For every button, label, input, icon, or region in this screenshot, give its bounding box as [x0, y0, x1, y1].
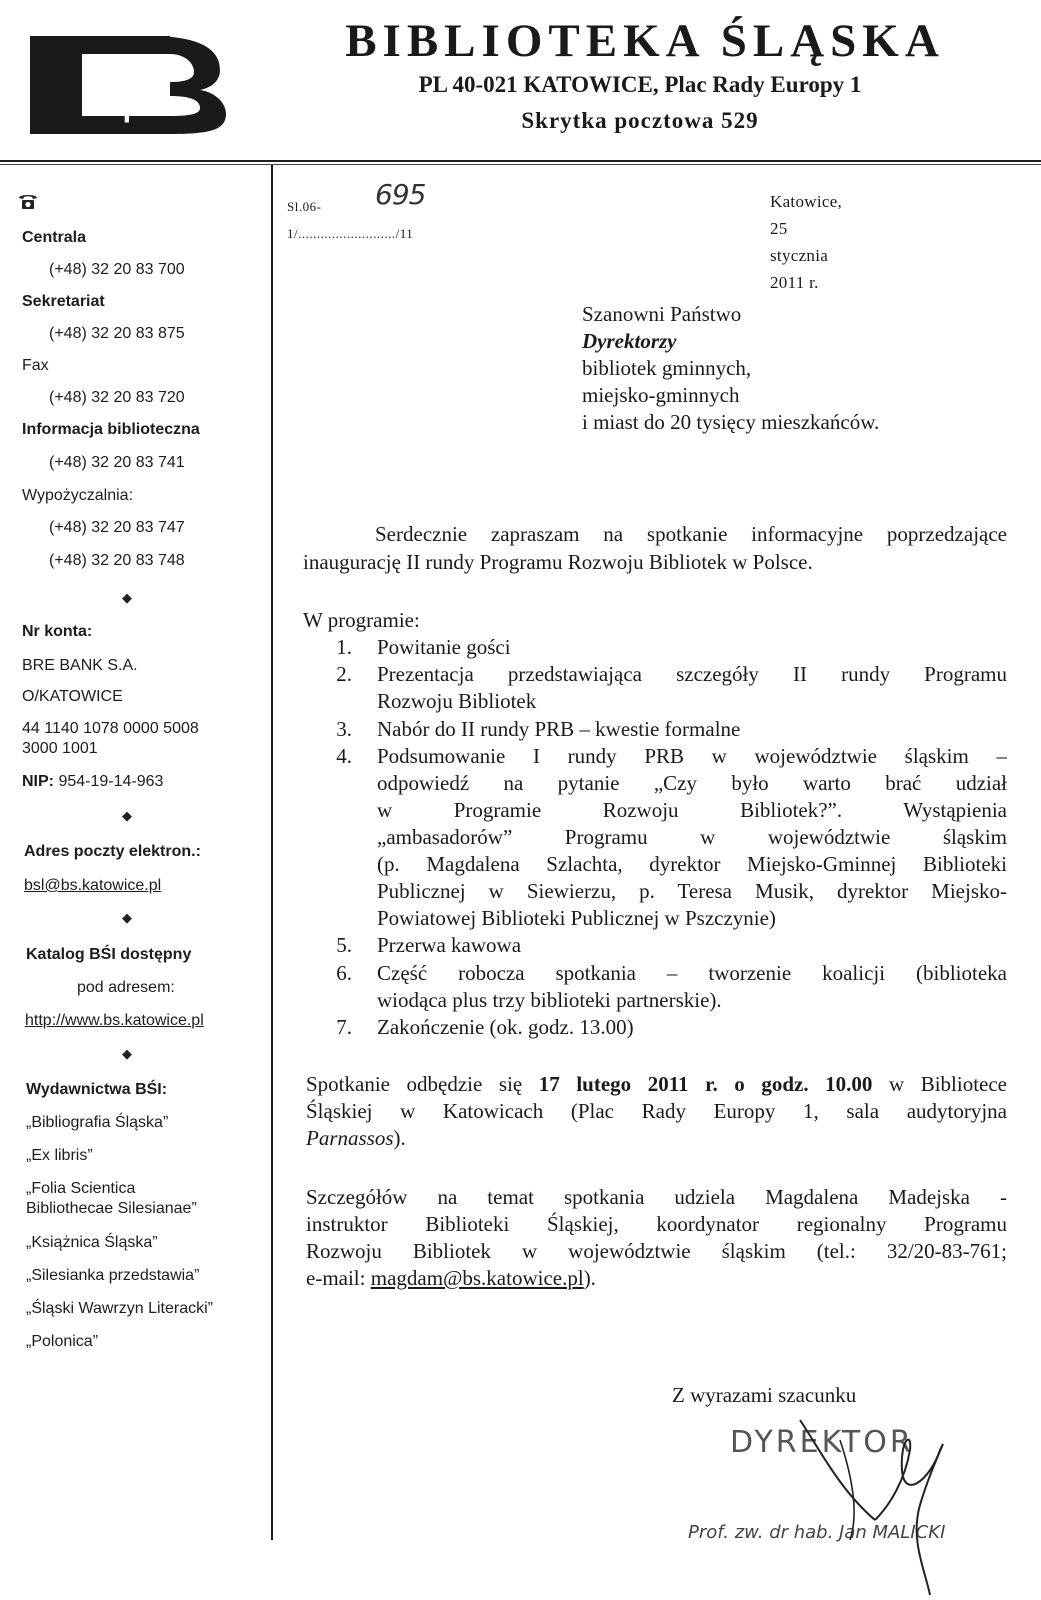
catalog-label: Katalog BŚI dostępny: [26, 946, 192, 963]
recipient-title: Dyrektorzy: [582, 329, 677, 353]
program-item-number: 6.: [336, 961, 352, 985]
program-item: Nabór do II rundy PRB – kwestie formalne: [377, 717, 741, 741]
header-rule: [0, 160, 1041, 162]
details-paragraph-end: e-mail: magdam@bs.katowice.pl).: [306, 1266, 596, 1290]
reference-handwritten-number: 695: [375, 178, 426, 211]
director-stamp: DYREKTOR: [730, 1425, 914, 1460]
program-item-number: 7.: [336, 1015, 352, 1039]
program-item-cont: Publicznej w Siewierzu, p. Teresa Musik, dyrektor Miejsko-: [377, 879, 1007, 903]
handwritten-signature: [780, 1410, 970, 1600]
nip-label: NIP:: [22, 773, 54, 790]
meeting-paragraph-cont: Śląskiej w Katowicach (Plac Rady Europy 1, sala audytoryjna: [306, 1099, 1007, 1123]
details-paragraph-cont: instruktor Biblioteki Śląskiej, koordynator regionalny Programu: [306, 1212, 1007, 1236]
nip: [22, 772, 163, 792]
program-item: Przerwa kawowa: [377, 933, 522, 957]
contact-number-wypozyczalnia-2: (+48) 32 20 83 748: [49, 552, 185, 569]
nip-value: 954-19-14-963: [58, 773, 164, 790]
program-item: Powitanie gości: [377, 635, 511, 659]
publications-label: Wydawnictwa BŚI:: [26, 1081, 168, 1098]
contact-number-wypozyczalnia-1: (+48) 32 20 83 747: [49, 519, 185, 536]
program-item-cont: wiodąca plus trzy biblioteki partnerskie).: [377, 988, 722, 1012]
letter-date: Katowice, 25 stycznia 2011 r.: [770, 192, 843, 292]
publication-item: „Książnica Śląska”: [26, 1234, 158, 1251]
program-item-cont: Rozwoju Bibliotek: [377, 689, 537, 713]
meeting-paragraph-end: Parnassos).: [306, 1126, 406, 1150]
program-item-cont: w Programie Rozwoju Bibliotek?”. Wystąpienia: [377, 798, 1007, 822]
program-item-number: 5.: [336, 933, 352, 957]
svg-text:$: $: [101, 44, 153, 129]
recipient-line: bibliotek gminnych,: [582, 356, 752, 380]
intro-paragraph-end: inaugurację II rundy Programu Rozwoju Bibliotek w Polsce.: [303, 550, 813, 574]
email-link[interactable]: bsl@bs.katowice.pl: [24, 877, 162, 894]
publication-item: „Folia Scientica: [26, 1180, 136, 1197]
publication-item: „Bibliografia Śląska”: [26, 1114, 169, 1131]
program-heading: W programie:: [303, 608, 420, 632]
diamond-divider: ◆: [122, 808, 132, 823]
email-label: Adres poczty elektron.:: [24, 843, 201, 860]
publication-item: Bibliothecae Silesianae”: [26, 1200, 197, 1217]
program-item-number: 2.: [336, 662, 352, 686]
account-number-line1: 44 1140 1078 0000 5008: [22, 720, 199, 737]
recipient-line: i miast do 20 tysięcy mieszkańców.: [582, 410, 880, 434]
contact-label-wypozyczalnia: Wypożyczalnia:: [22, 487, 134, 504]
bank-branch: O/KATOWICE: [22, 688, 123, 705]
contact-number-sekretariat: (+48) 32 20 83 875: [49, 325, 185, 342]
contact-number-informacja: (+48) 32 20 83 741: [49, 454, 185, 471]
closing: Z wyrazami szacunku: [672, 1383, 857, 1407]
library-logo: [30, 30, 226, 140]
program-item-number: 4.: [336, 744, 352, 768]
meeting-room: Parnassos: [306, 1126, 394, 1150]
program-item: Prezentacja przedstawiająca szczegóły II rundy Programu: [377, 662, 1007, 686]
meeting-paragraph: Spotkanie odbędzie się 17 lutego 2011 r. o godz. 10.00 w Bibliotece: [306, 1072, 1007, 1096]
contact-number-centrala: (+48) 32 20 83 700: [49, 261, 185, 278]
program-item-number: 1.: [336, 635, 352, 659]
contact-email-link[interactable]: magdam@bs.katowice.pl: [370, 1266, 584, 1290]
recipient-salutation: Szanowni Państwo: [582, 302, 742, 326]
telephone-icon: [18, 192, 38, 210]
library-address: PL 40-021 KATOWICE, Plac Rady Europy 1: [418, 72, 862, 97]
program-item: Zakończenie (ok. godz. 13.00): [377, 1015, 634, 1039]
program-item: Część robocza spotkania – tworzenie koalicji (biblioteka: [377, 961, 1007, 985]
reference-number: Sl.06-1/........................../11: [287, 199, 414, 241]
contact-label-fax: Fax: [22, 357, 49, 374]
program-item-number: 3.: [336, 717, 352, 741]
program-item-cont: odpowiedź na pytanie „Czy było warto brać udział: [377, 771, 1007, 795]
meeting-date: 17 lutego 2011 r. o godz. 10.00: [538, 1072, 873, 1096]
publication-item: „Ex libris”: [26, 1147, 93, 1164]
diamond-divider: ◆: [122, 910, 132, 925]
sidebar-divider: [271, 165, 273, 1540]
bank-name: BRE BANK S.A.: [22, 657, 138, 674]
program-item-cont: (p. Magdalena Szlachta, dyrektor Miejsko-Gminnej Biblioteki: [377, 852, 1007, 876]
contact-number-fax: (+48) 32 20 83 720: [49, 389, 185, 406]
recipient-line: miejsko-gminnych: [582, 383, 740, 407]
publication-item: „Polonica”: [26, 1333, 99, 1350]
intro-paragraph: Serdecznie zapraszam na spotkanie informacyjne poprzedzające: [375, 522, 1007, 546]
library-name: BIBLIOTEKA ŚLĄSKA: [345, 15, 945, 67]
publication-item: „Śląski Wawrzyn Literacki”: [26, 1300, 213, 1317]
details-paragraph-cont: Rozwoju Bibliotek w województwie śląskim (tel.: 32/20-83-761;: [306, 1239, 1007, 1263]
details-paragraph: Szczegółów na temat spotkania udziela Magdalena Madejska -: [306, 1185, 1007, 1209]
publication-item: „Silesianka przedstawia”: [26, 1267, 200, 1284]
library-po-box: Skrytka pocztowa 529: [521, 108, 759, 133]
contact-label-centrala: Centrala: [22, 229, 87, 246]
diamond-divider: ◆: [122, 590, 132, 605]
program-item: Podsumowanie I rundy PRB w województwie śląskim –: [377, 744, 1007, 768]
contact-label-informacja: Informacja biblioteczna: [22, 421, 200, 438]
program-item-cont: „ambasadorów” Programu w województwie śląskim: [377, 825, 1007, 849]
director-name: Prof. zw. dr hab. Jan MALICKI: [688, 1522, 946, 1543]
diamond-divider: ◆: [122, 1046, 132, 1061]
account-number-line2: 3000 1001: [22, 740, 98, 757]
catalog-link[interactable]: http://www.bs.katowice.pl: [25, 1012, 204, 1029]
program-item-cont: Powiatowej Biblioteki Publicznej w Pszczynie): [377, 906, 776, 930]
account-label: Nr konta:: [22, 623, 93, 640]
catalog-sub: pod adresem:: [77, 979, 175, 996]
header-rule-thin: [0, 164, 1041, 165]
contact-label-sekretariat: Sekretariat: [22, 293, 105, 310]
